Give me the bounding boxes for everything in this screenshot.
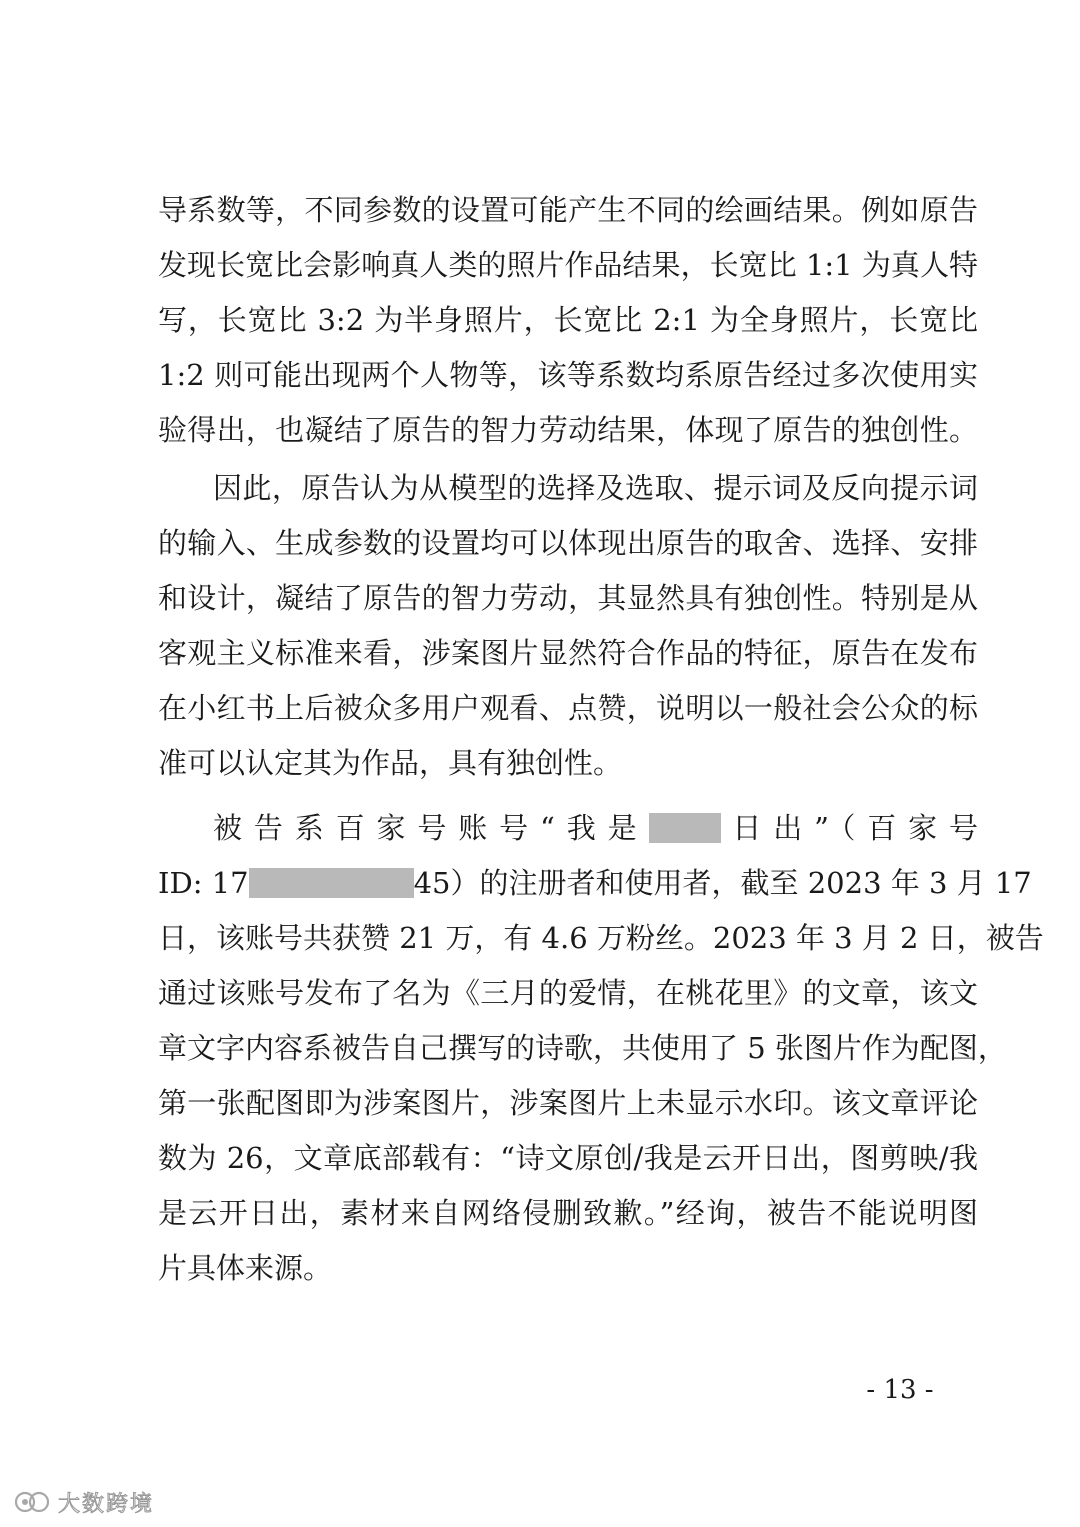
paragraph-line: 准可以认定其为作品，具有独创性。 [158, 746, 623, 780]
paragraph-line: 发现长宽比会影响真人类的照片作品结果，长宽比 1:1 为真人特 [158, 248, 978, 282]
redaction-box [249, 868, 414, 898]
paragraph-line: 客观主义标准来看，涉案图片显然符合作品的特征，原告在发布 [158, 636, 978, 670]
paragraph-line: 章文字内容系被告自己撰写的诗歌，共使用了 5 张图片作为配图， [158, 1031, 1007, 1065]
paragraph-line: 通过该账号发布了名为《三月的爱情，在桃花里》的文章，该文 [158, 976, 978, 1010]
paragraph-line: 验得出，也凝结了原告的智力劳动结果，体现了原告的独创性。 [158, 413, 978, 447]
paragraph-line: 1:2 则可能出现两个人物等，该等系数均系原告经过多次使用实 [158, 358, 978, 392]
account-line-before: 被告系百家号账号“我是 [213, 811, 649, 845]
page-number: - 13 - [866, 1375, 934, 1405]
paragraph-line: 因此，原告认为从模型的选择及选取、提示词及反向提示词 [213, 471, 978, 505]
paragraph-line: 数为 26，文章底部载有：“诗文原创/我是云开日出，图剪映/我 [158, 1141, 978, 1175]
paragraph-line: 片具体来源。 [158, 1251, 333, 1285]
id-line-after: 45）的注册者和使用者，截至 2023 年 3 月 17 [413, 866, 1032, 900]
paragraph-line: 在小红书上后被众多用户观看、点赞，说明以一般社会公众的标 [158, 691, 978, 725]
redaction-box [649, 813, 721, 843]
paragraph-line: 和设计，凝结了原告的智力劳动，其显然具有独创性。特别是从 [158, 581, 978, 615]
paragraph-line: 导系数等，不同参数的设置可能产生不同的绘画结果。例如原告 [158, 193, 978, 227]
watermark [14, 1486, 154, 1518]
paragraph-line: 的输入、生成参数的设置均可以体现出原告的取舍、选择、安排 [158, 526, 978, 560]
paragraph-line: 是云开日出，素材来自网络侵删致歉。”经询，被告不能说明图 [158, 1196, 978, 1230]
watermark-logo-icon [14, 1488, 52, 1516]
id-line-before: ID: 17 [158, 866, 249, 900]
id-line [158, 863, 1032, 903]
paragraph-line: 第一张配图即为涉案图片，涉案图片上未显示水印。该文章评论 [158, 1086, 978, 1120]
account-line [213, 808, 978, 848]
account-line-after: 日出”（百家号 [720, 811, 979, 845]
paragraph-line: 写，长宽比 3:2 为半身照片，长宽比 2:1 为全身照片，长宽比 [158, 303, 978, 337]
watermark-text: 大数跨境 [58, 1491, 155, 1517]
paragraph-line: 日，该账号共获赞 21 万，有 4.6 万粉丝。2023 年 3 月 2 日，被告 [158, 921, 1044, 955]
